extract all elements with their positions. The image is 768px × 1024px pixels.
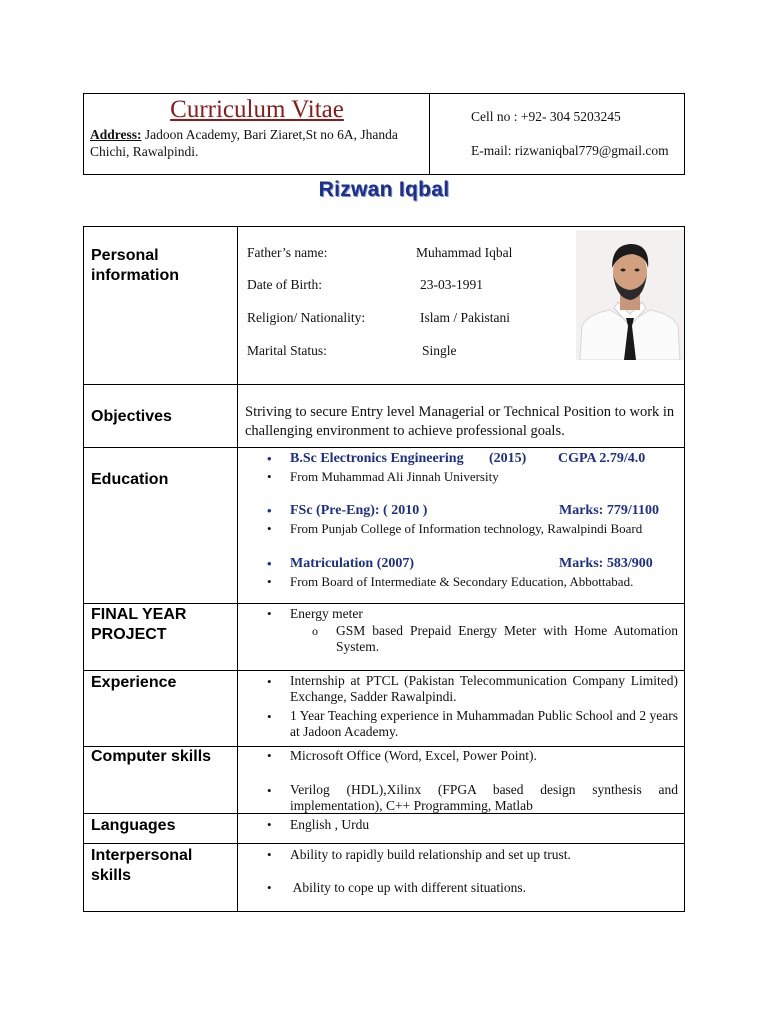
profile-photo bbox=[576, 230, 684, 360]
edu-score-matric: Marks: 583/900 bbox=[559, 556, 653, 571]
row-divider bbox=[84, 843, 684, 844]
project-title: Energy meter bbox=[290, 606, 363, 621]
row-divider bbox=[84, 384, 684, 385]
experience-label: Experience bbox=[91, 674, 177, 691]
computer-skills-label: Computer skills bbox=[91, 748, 212, 765]
project-description: GSM based Prepaid Energy Meter with Home Automation System. bbox=[336, 623, 678, 654]
edu-from-fsc: From Punjab College of Information technology, Rawalpindi Board bbox=[290, 521, 643, 536]
edu-score-bsc: CGPA 2.79/4.0 bbox=[558, 451, 646, 466]
edu-bullet: • bbox=[267, 451, 272, 466]
edu-score-fsc: Marks: 779/1100 bbox=[559, 503, 659, 518]
edu-bullet: • bbox=[267, 574, 272, 589]
project-bullet: • bbox=[267, 606, 272, 621]
inter-bullet: • bbox=[267, 847, 272, 862]
edu-bullet: • bbox=[267, 469, 272, 484]
row-divider bbox=[84, 670, 684, 671]
header-left-cell bbox=[84, 94, 430, 174]
languages-label: Languages bbox=[91, 817, 176, 834]
skill-hdl: Verilog (HDL),Xilinx (FPGA based design synthesis and implementation), C++ Programming, Matlab bbox=[290, 782, 678, 813]
skill-bullet: • bbox=[267, 783, 272, 798]
edu-degree-matric: Matriculation (2007) bbox=[290, 556, 415, 571]
exp-bullet: • bbox=[267, 709, 272, 724]
education-label: Education bbox=[91, 471, 169, 488]
edu-bullet: • bbox=[267, 556, 272, 571]
address-label: Address: bbox=[90, 127, 142, 142]
edu-year-bsc: (2015) bbox=[489, 451, 527, 466]
address-text: Jadoon Academy, Bari Ziaret,St no 6A, Jhanda Chichi, Rawalpindi. bbox=[90, 127, 398, 159]
objectives-label: Objectives bbox=[91, 408, 172, 425]
father-name-value: Muhammad Iqbal bbox=[416, 245, 513, 260]
languages-text: English , Urdu bbox=[290, 817, 370, 832]
edu-bullet: • bbox=[267, 503, 272, 518]
edu-from-bsc: From Muhammad Ali Jinnah University bbox=[290, 469, 499, 484]
cv-header bbox=[83, 93, 685, 175]
religion-key: Religion/ Nationality: bbox=[247, 310, 366, 325]
exp-item-teaching: 1 Year Teaching experience in Muhammadan Public School and 2 years at Jadoon Academy. bbox=[290, 708, 678, 739]
exp-bullet: • bbox=[267, 674, 272, 689]
father-name-key: Father’s name: bbox=[247, 245, 328, 260]
interpersonal-label: Interpersonal skills bbox=[91, 847, 193, 884]
edu-degree-bsc: B.Sc Electronics Engineering bbox=[290, 451, 464, 466]
cv-title: Curriculum Vitae bbox=[170, 96, 344, 123]
project-sub-bullet: o bbox=[312, 624, 318, 638]
religion-value: Islam / Pakistani bbox=[420, 310, 510, 325]
row-divider bbox=[84, 447, 684, 448]
objectives-text: Striving to secure Entry level Managerial or Technical Position to work in challenging environment to achieve professional goals. bbox=[245, 404, 675, 439]
personal-info-label: Personal information bbox=[91, 247, 179, 284]
cell-number: Cell no : +92- 304 5203245 bbox=[471, 109, 621, 124]
candidate-name: Rizwan Iqbal bbox=[318, 178, 450, 201]
inter-item-trust: Ability to rapidly build relationship and set up trust. bbox=[290, 847, 571, 862]
skill-bullet: • bbox=[267, 748, 272, 763]
inter-item-cope: Ability to cope up with different situations. bbox=[290, 880, 526, 895]
row-divider bbox=[84, 603, 684, 604]
edu-bullet: • bbox=[267, 521, 272, 536]
dob-key: Date of Birth: bbox=[247, 277, 322, 292]
cv-table bbox=[83, 226, 685, 912]
skill-office: Microsoft Office (Word, Excel, Power Point). bbox=[290, 748, 537, 763]
email-address: E-mail: rizwaniqbal779@gmail.com bbox=[471, 143, 669, 158]
marital-key: Marital Status: bbox=[247, 343, 327, 358]
exp-item-ptcl: Internship at PTCL (Pakistan Telecommunication Company Limited) Exchange, Sadder Rawalpindi. bbox=[290, 673, 678, 704]
lang-bullet: • bbox=[267, 817, 272, 832]
dob-value: 23-03-1991 bbox=[420, 277, 483, 292]
column-divider bbox=[237, 227, 238, 911]
inter-bullet: • bbox=[267, 880, 272, 895]
project-label: FINAL YEAR PROJECT bbox=[91, 606, 187, 643]
edu-degree-fsc: FSc (Pre-Eng): ( 2010 ) bbox=[290, 503, 428, 518]
edu-from-matric: From Board of Intermediate & Secondary Education, Abbottabad. bbox=[290, 574, 634, 589]
marital-value: Single bbox=[422, 343, 457, 358]
address bbox=[90, 126, 420, 160]
